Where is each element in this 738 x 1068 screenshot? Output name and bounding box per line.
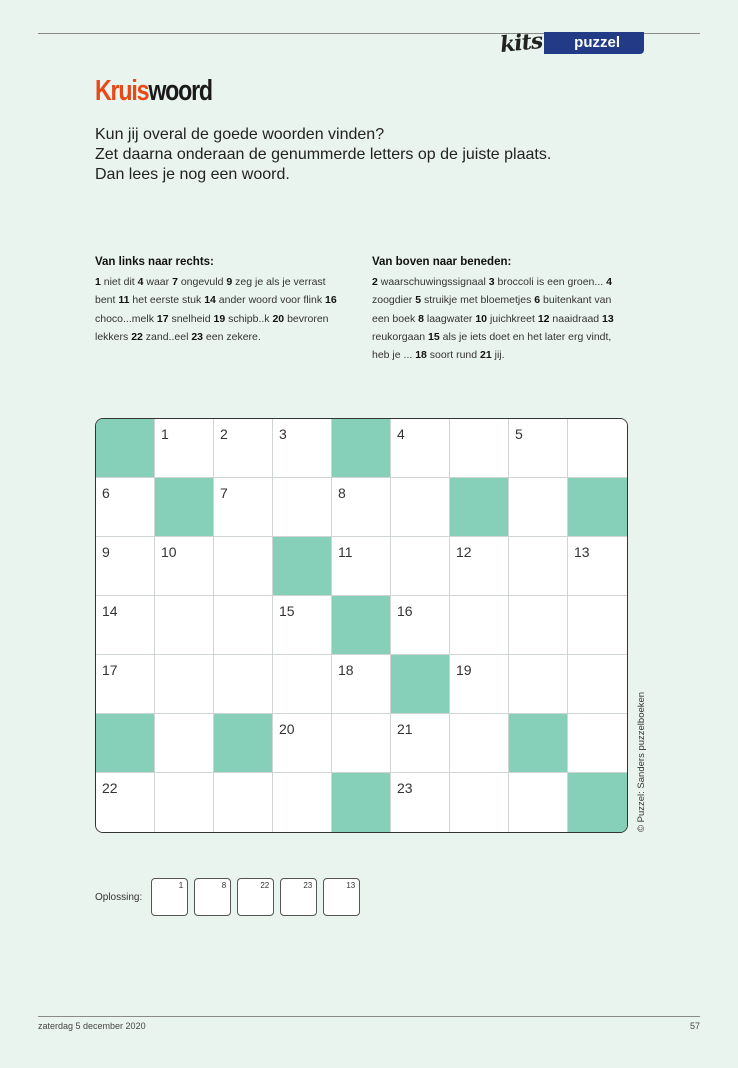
clue: 22 zand..eel: [131, 330, 192, 343]
grid-cell[interactable]: [214, 655, 273, 714]
clue: 12 naaidraad: [537, 312, 603, 325]
solution-box-number: 13: [346, 881, 356, 890]
clue: 4 waar: [137, 276, 173, 289]
cell-number: 1: [161, 426, 169, 442]
clue: 5 struikje met bloemetjes: [415, 294, 535, 307]
blocked-cell: [568, 478, 627, 537]
blocked-cell: [568, 773, 627, 832]
clue: 7 ongevuld: [172, 276, 227, 289]
blocked-cell: [332, 596, 391, 655]
across-heading: Van links naar rechts:: [95, 256, 214, 268]
grid-cell[interactable]: [273, 478, 332, 537]
brand-header: [498, 27, 644, 59]
blocked-cell: [155, 478, 214, 537]
cell-number: 16: [397, 603, 413, 619]
grid-cell[interactable]: [391, 537, 450, 596]
grid-cell[interactable]: [391, 596, 450, 655]
grid-cell[interactable]: [214, 478, 273, 537]
clue: 19 schipb..k: [213, 312, 273, 325]
clue: 20 bevroren lekkers: [95, 312, 329, 343]
grid-cell[interactable]: [509, 537, 568, 596]
clue: 13 reukorgaan: [372, 312, 614, 343]
clue: 4 zoogdier: [372, 276, 612, 307]
grid-cell[interactable]: [155, 773, 214, 832]
cell-number: 7: [220, 485, 228, 501]
cell-number: 21: [397, 721, 413, 737]
cell-number: 19: [456, 662, 472, 678]
grid-cell[interactable]: [450, 714, 509, 773]
kits-logo: kits: [498, 27, 544, 59]
intro-line: Dan lees je nog een woord.: [95, 166, 290, 183]
solution-box[interactable]: [280, 878, 317, 916]
cell-number: 18: [338, 662, 354, 678]
clue: 3 broccoli is een groen...: [488, 276, 607, 289]
page-number: 57: [689, 1021, 700, 1031]
cell-number: 10: [161, 544, 177, 560]
clue: 15 als je iets doet en het later erg vindt, heb je ...: [372, 330, 612, 362]
grid-cell[interactable]: [332, 655, 391, 714]
grid-cell[interactable]: [332, 714, 391, 773]
grid-cell[interactable]: [391, 773, 450, 832]
solution-box[interactable]: [151, 878, 188, 916]
grid-cell[interactable]: [96, 773, 155, 832]
down-heading: Van boven naar beneden:: [372, 256, 512, 268]
grid-cell[interactable]: [568, 596, 627, 655]
clue: 11 het eerste stuk: [118, 294, 205, 307]
cell-number: 14: [102, 603, 118, 619]
clue: 1 niet dit: [95, 276, 138, 289]
grid-cell[interactable]: [214, 419, 273, 478]
clue: 8 laagwater: [418, 312, 476, 325]
grid-cell[interactable]: [450, 655, 509, 714]
clue: 16 choco...melk: [95, 294, 337, 325]
grid-cell[interactable]: [214, 537, 273, 596]
grid-cell[interactable]: [450, 537, 509, 596]
grid-cell[interactable]: [96, 537, 155, 596]
cell-number: 15: [279, 603, 295, 619]
grid-cell[interactable]: [332, 478, 391, 537]
cell-number: 13: [574, 544, 590, 560]
grid-cell[interactable]: [273, 596, 332, 655]
clue: 21 jij.: [480, 349, 505, 362]
bottom-divider: [38, 1016, 700, 1017]
blocked-cell: [273, 537, 332, 596]
blocked-cell: [509, 714, 568, 773]
cell-number: 3: [279, 426, 287, 442]
grid-cell[interactable]: [450, 419, 509, 478]
grid-cell[interactable]: [214, 596, 273, 655]
solution-row: [95, 878, 366, 916]
grid-cell[interactable]: [509, 773, 568, 832]
cell-number: 23: [397, 780, 413, 796]
solution-box[interactable]: [194, 878, 231, 916]
cell-number: 22: [102, 780, 118, 796]
grid-cell[interactable]: [509, 478, 568, 537]
grid-cell[interactable]: [155, 655, 214, 714]
intro-text: [95, 125, 655, 185]
puzzle-credit: © Puzzel: Sanders puzzelboeken: [636, 691, 647, 832]
cell-number: 20: [279, 721, 295, 737]
blocked-cell: [450, 478, 509, 537]
grid-cell[interactable]: [96, 478, 155, 537]
grid-cell[interactable]: [155, 596, 214, 655]
solution-box-number: 23: [303, 881, 313, 890]
grid-cell[interactable]: [391, 419, 450, 478]
grid-cell[interactable]: [509, 419, 568, 478]
clue: 6 buitenkant van een boek: [372, 294, 612, 325]
section-tag: puzzel: [544, 32, 644, 54]
clue: 9 zeg je als je verrast bent: [95, 276, 326, 307]
grid-cell[interactable]: [155, 419, 214, 478]
blocked-cell: [391, 655, 450, 714]
down-clue-list: [372, 273, 627, 364]
grid-cell[interactable]: [155, 537, 214, 596]
grid-cell[interactable]: [273, 773, 332, 832]
grid-cell[interactable]: [391, 714, 450, 773]
blocked-cell: [332, 419, 391, 478]
grid-cell[interactable]: [391, 478, 450, 537]
grid-cell[interactable]: [450, 773, 509, 832]
grid-cell[interactable]: [509, 596, 568, 655]
grid-cell[interactable]: [273, 419, 332, 478]
grid-cell[interactable]: [568, 419, 627, 478]
solution-box-number: 1: [178, 881, 184, 890]
grid-cell[interactable]: [273, 714, 332, 773]
clue: 18 soort rund: [415, 349, 481, 362]
grid-cell[interactable]: [155, 714, 214, 773]
cell-number: 12: [456, 544, 472, 560]
page-title: Kruiswoord: [95, 75, 212, 107]
grid-cell[interactable]: [332, 537, 391, 596]
solution-box-number: 8: [221, 881, 227, 890]
crossword-grid: [95, 418, 628, 833]
grid-cell[interactable]: [568, 714, 627, 773]
cell-number: 11: [338, 544, 353, 560]
solution-box-number: 22: [260, 881, 270, 890]
down-clues: [372, 253, 627, 364]
grid-cell[interactable]: [568, 537, 627, 596]
intro-line: Zet daarna onderaan de genummerde letters op de juiste plaats.: [95, 146, 552, 163]
blocked-cell: [332, 773, 391, 832]
grid-cell[interactable]: [273, 655, 332, 714]
solution-box[interactable]: [323, 878, 360, 916]
cell-number: 6: [102, 485, 110, 501]
solution-label: Oplossing:: [95, 891, 143, 903]
cell-number: 2: [220, 426, 228, 442]
blocked-cell: [214, 714, 273, 773]
across-clue-list: [95, 273, 345, 346]
footer-date: zaterdag 5 december 2020: [38, 1021, 146, 1031]
grid-cell[interactable]: [96, 596, 155, 655]
solution-box[interactable]: [237, 878, 274, 916]
clue: 10 juichkreet: [475, 312, 538, 325]
across-clues: [95, 253, 345, 346]
cell-number: 8: [338, 485, 346, 501]
blocked-cell: [96, 419, 155, 478]
grid-cell[interactable]: [509, 655, 568, 714]
grid-cell[interactable]: [214, 773, 273, 832]
clue: 17 snelheid: [156, 312, 214, 325]
grid-cell[interactable]: [96, 655, 155, 714]
cell-number: 5: [515, 426, 523, 442]
grid-cell[interactable]: [568, 655, 627, 714]
solution-boxes: [151, 878, 366, 916]
cell-number: 17: [102, 662, 118, 678]
cell-number: 4: [397, 426, 405, 442]
grid-cell[interactable]: [450, 596, 509, 655]
blocked-cell: [96, 714, 155, 773]
clue: 23 een zekere.: [191, 330, 261, 343]
cell-number: 9: [102, 544, 110, 560]
clue: 14 ander woord voor flink: [204, 294, 326, 307]
clue: 2 waarschuwingssignaal: [372, 276, 489, 289]
intro-line: Kun jij overal de goede woorden vinden?: [95, 126, 385, 143]
